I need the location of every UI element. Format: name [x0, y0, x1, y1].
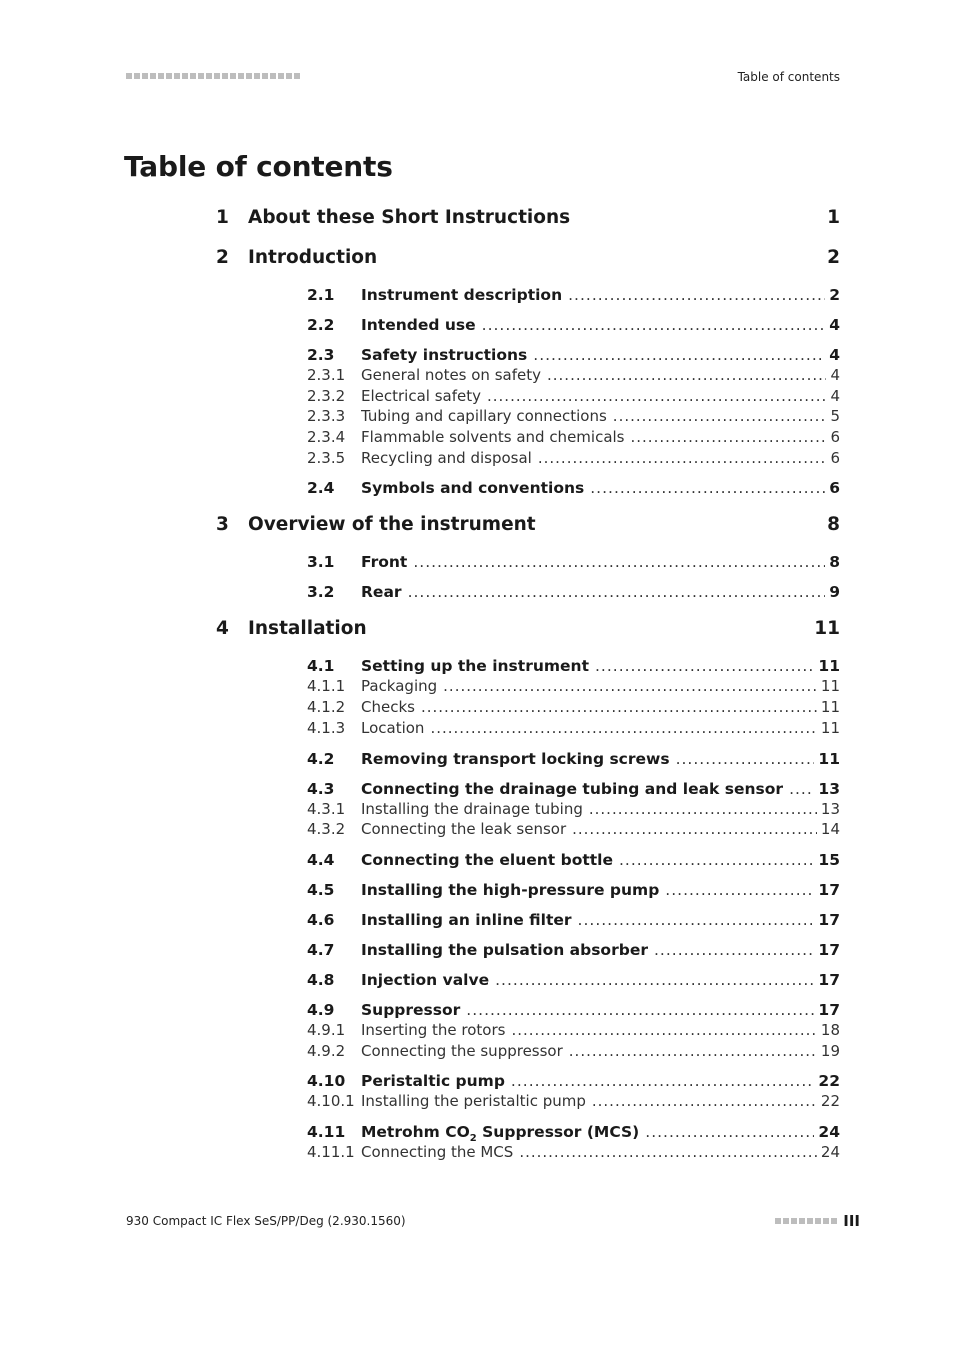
subscript: 2 — [469, 1133, 477, 1145]
section-title-leader — [361, 285, 825, 305]
section-title: Connecting the eluent bottle — [361, 850, 613, 869]
subsection-title-leader — [361, 1142, 817, 1163]
section-number: 3.2 — [307, 583, 335, 602]
toc-subsection[interactable] — [307, 697, 840, 718]
toc-subsection[interactable] — [307, 676, 840, 697]
subsection-number: 2.3.2 — [307, 386, 346, 405]
toc-subsection[interactable] — [307, 448, 840, 469]
subsection-title: Inserting the rotors — [361, 1020, 506, 1039]
section-number: 2.2 — [307, 316, 335, 334]
subsection-page: 19 — [820, 1041, 840, 1060]
dot-leader — [589, 799, 817, 820]
subsection-number: 4.1.3 — [307, 718, 346, 737]
section-page: 8 — [829, 553, 840, 572]
section-title: Setting up the instrument — [361, 657, 589, 676]
toc-subsection[interactable] — [307, 1041, 840, 1062]
section-number: 4.6 — [307, 910, 335, 929]
section-title: Safety instructions — [361, 346, 528, 364]
section-title: Injection valve — [361, 970, 490, 989]
section-title-leader — [361, 345, 825, 365]
subsection-title-leader — [361, 427, 826, 448]
subsection-title-leader — [361, 718, 817, 739]
section-page: 6 — [829, 479, 840, 498]
toc-section[interactable] — [307, 970, 840, 990]
footer-decoration — [775, 1218, 837, 1224]
section-number: 2.3 — [307, 346, 335, 364]
section-number: 4.2 — [307, 749, 335, 768]
section-number: 4.9 — [307, 1000, 335, 1019]
subsection-title-leader — [361, 697, 817, 718]
subsection-title: Tubing and capillary connections — [361, 407, 607, 426]
toc-subsection[interactable] — [307, 386, 840, 407]
section-number: 4.11 — [307, 1122, 346, 1141]
subsection-title: Location — [361, 718, 425, 737]
subsection-number: 2.3.4 — [307, 428, 346, 447]
section-title-leader — [361, 478, 825, 498]
subsection-page: 4 — [830, 366, 840, 384]
subsection-page: 24 — [820, 1142, 840, 1161]
section-title-part: Suppressor (MCS) — [476, 1122, 640, 1141]
subsection-page: 5 — [830, 407, 840, 426]
section-page: 17 — [818, 1000, 840, 1019]
dot-leader — [619, 850, 814, 870]
toc-chapter[interactable] — [216, 245, 840, 285]
subsection-title: Connecting the suppressor — [361, 1041, 563, 1060]
section-title: Instrument description — [361, 286, 563, 304]
subsection-page: 11 — [820, 698, 840, 717]
chapter-page: 2 — [827, 247, 840, 268]
dot-leader — [511, 1071, 815, 1091]
toc-subsection[interactable] — [307, 1020, 840, 1041]
section-title: Intended use — [361, 316, 476, 334]
dot-leader — [547, 365, 826, 386]
section-page: 2 — [829, 286, 840, 304]
footer-document-title: 930 Compact IC Flex SeS/PP/Deg (2.930.1560) — [126, 1214, 406, 1228]
section-title-part: Metrohm CO — [361, 1122, 470, 1141]
chapter-number: 1 — [216, 207, 229, 228]
toc-subsection[interactable] — [307, 427, 840, 448]
section-number: 2.1 — [307, 286, 335, 304]
section-page: 11 — [818, 657, 840, 676]
section-page: 17 — [818, 940, 840, 959]
section-title: Suppressor — [361, 1000, 461, 1019]
toc-chapter[interactable] — [216, 512, 840, 552]
dot-leader — [519, 1142, 817, 1163]
toc-subsection[interactable] — [307, 819, 840, 840]
subsection-title-leader — [361, 1020, 817, 1041]
section-number: 4.8 — [307, 970, 335, 989]
toc-section[interactable] — [307, 315, 840, 335]
dot-leader — [443, 676, 817, 697]
section-page: 17 — [818, 910, 840, 929]
section-title-leader — [361, 779, 814, 799]
toc-section[interactable] — [307, 1000, 840, 1020]
section-page: 15 — [818, 850, 840, 869]
section-title-leader — [361, 552, 825, 572]
section-number: 2.4 — [307, 479, 335, 498]
dot-leader — [676, 749, 815, 769]
subsection-number: 4.3.2 — [307, 820, 346, 839]
toc-subsection[interactable] — [307, 799, 840, 820]
subsection-number: 2.3.1 — [307, 366, 346, 384]
chapter-title: About these Short Instructions — [248, 207, 571, 228]
toc-section[interactable] — [307, 656, 840, 676]
footer-page-marker — [775, 1212, 860, 1230]
toc-section[interactable] — [307, 285, 840, 305]
subsection-title-leader — [361, 365, 826, 386]
dot-leader — [578, 910, 815, 930]
subsection-page: 6 — [830, 428, 840, 447]
subsection-page: 13 — [820, 799, 840, 818]
section-title-leader — [361, 850, 814, 870]
subsection-number: 4.1.1 — [307, 677, 346, 696]
section-title: Installing the high-pressure pump — [361, 880, 660, 899]
running-header-title: Table of contents — [737, 70, 840, 84]
section-title-leader — [361, 880, 814, 900]
dot-leader — [533, 345, 825, 365]
dot-leader — [421, 697, 817, 718]
toc-section[interactable] — [307, 1071, 840, 1091]
subsection-number: 4.9.1 — [307, 1020, 346, 1039]
subsection-page: 4 — [830, 386, 840, 405]
section-number: 4.3 — [307, 779, 335, 798]
section-title: Connecting the drainage tubing and leak sensor — [361, 779, 784, 798]
toc-section[interactable] — [307, 582, 840, 602]
section-title-leader — [361, 1071, 814, 1091]
dot-leader — [654, 940, 814, 960]
page-title: Table of contents — [124, 150, 393, 183]
dot-leader — [482, 315, 826, 335]
toc-section[interactable] — [307, 478, 840, 498]
section-number: 4.5 — [307, 880, 335, 899]
dot-leader — [430, 718, 816, 739]
chapter-spacer — [216, 1163, 840, 1177]
subsection-number: 4.9.2 — [307, 1041, 346, 1060]
toc-section[interactable] — [307, 779, 840, 799]
subsection-title-leader — [361, 448, 826, 469]
subsection-number: 4.1.2 — [307, 698, 346, 717]
subsection-title-leader — [361, 1091, 817, 1112]
section-number: 3.1 — [307, 553, 335, 572]
chapter-title: Overview of the instrument — [248, 514, 536, 536]
section-page: 13 — [818, 779, 840, 798]
subsection-title: Connecting the leak sensor — [361, 820, 567, 839]
section-page: 4 — [829, 346, 840, 364]
subsection-page: 18 — [820, 1020, 840, 1039]
section-title: Removing transport locking screws — [361, 749, 670, 768]
toc-subsection[interactable] — [307, 406, 840, 427]
dot-leader — [645, 1122, 814, 1142]
section-number: 4.10 — [307, 1072, 346, 1091]
chapter-page: 8 — [827, 514, 840, 536]
dot-leader — [590, 478, 825, 498]
toc-subsection[interactable] — [307, 1142, 840, 1163]
subsection-title: Connecting the MCS — [361, 1142, 514, 1161]
dot-leader — [487, 386, 826, 407]
section-number: 4.7 — [307, 940, 335, 959]
toc-section[interactable] — [307, 1122, 840, 1145]
toc-section[interactable] — [307, 552, 840, 572]
subsection-title: Packaging — [361, 677, 438, 696]
subsection-title: Flammable solvents and chemicals — [361, 428, 625, 447]
subsection-title: Checks — [361, 698, 415, 717]
chapter-title: Installation — [248, 618, 367, 640]
section-title-leader — [361, 582, 825, 602]
subsection-page: 6 — [830, 448, 840, 467]
chapter-number: 2 — [216, 247, 229, 268]
section-title-leader — [361, 1000, 814, 1020]
section-title: Symbols and conventions — [361, 479, 585, 498]
section-page: 17 — [818, 970, 840, 989]
subsection-title-leader — [361, 676, 817, 697]
section-page: 17 — [818, 880, 840, 899]
dot-leader — [466, 1000, 814, 1020]
dot-leader — [592, 1091, 817, 1112]
dot-leader — [569, 1041, 817, 1062]
section-title-leader — [361, 656, 814, 676]
subsection-number: 4.10.1 — [307, 1092, 355, 1111]
toc-section[interactable] — [307, 749, 840, 769]
section-title: Peristaltic pump — [361, 1072, 505, 1091]
toc-section[interactable] — [307, 345, 840, 365]
section-title-leader — [361, 910, 814, 930]
chapter-spacer — [216, 602, 840, 616]
dot-leader — [568, 285, 825, 305]
toc-section[interactable] — [307, 910, 840, 930]
section-title-leader — [361, 970, 814, 990]
subsection-title: General notes on safety — [361, 366, 541, 384]
section-page: 22 — [818, 1072, 840, 1091]
subsection-title-leader — [361, 819, 817, 840]
table-of-contents — [216, 205, 840, 1177]
subsection-title: Installing the peristaltic pump — [361, 1092, 586, 1111]
subsection-title: Recycling and disposal — [361, 448, 532, 467]
header-decoration — [126, 73, 300, 79]
toc-subsection[interactable] — [307, 365, 840, 386]
subsection-title: Electrical safety — [361, 386, 481, 405]
section-title-leader — [361, 940, 814, 960]
section-title: Installing the pulsation absorber — [361, 940, 648, 959]
subsection-title: Installing the drainage tubing — [361, 799, 583, 818]
section-title: Rear — [361, 583, 402, 602]
toc-subsection[interactable] — [307, 718, 840, 739]
dot-leader — [631, 427, 827, 448]
chapter-number: 3 — [216, 514, 229, 536]
chapter-spacer — [216, 498, 840, 512]
section-page: 9 — [829, 583, 840, 602]
dot-leader — [413, 552, 825, 572]
section-page: 11 — [818, 749, 840, 768]
subsection-title-leader — [361, 799, 817, 820]
subsection-title-leader — [361, 386, 826, 407]
section-page: 4 — [829, 316, 840, 334]
toc-chapter[interactable] — [216, 616, 840, 656]
chapter-page: 1 — [827, 207, 840, 228]
subsection-number: 4.11.1 — [307, 1142, 355, 1161]
dot-leader — [595, 656, 814, 676]
section-title-leader — [361, 749, 814, 769]
dot-leader — [538, 448, 827, 469]
section-title-leader — [361, 315, 825, 335]
dot-leader — [665, 880, 814, 900]
subsection-number: 2.3.5 — [307, 448, 346, 467]
subsection-page: 14 — [820, 820, 840, 839]
chapter-page: 11 — [814, 618, 840, 640]
dot-leader — [511, 1020, 816, 1041]
section-number: 4.1 — [307, 657, 335, 676]
chapter-title: Introduction — [248, 247, 378, 268]
dot-leader — [495, 970, 814, 990]
subsection-title-leader — [361, 406, 826, 427]
toc-section[interactable] — [307, 880, 840, 900]
dot-leader — [408, 582, 826, 602]
subsection-number: 4.3.1 — [307, 799, 346, 818]
toc-section[interactable] — [307, 850, 840, 870]
toc-chapter[interactable] — [216, 205, 840, 245]
subsection-page: 22 — [820, 1092, 840, 1111]
dot-leader — [572, 819, 817, 840]
toc-section[interactable] — [307, 940, 840, 960]
chapter-number: 4 — [216, 618, 229, 640]
page-number: III — [843, 1212, 860, 1230]
toc-subsection[interactable] — [307, 1091, 840, 1112]
section-title: Front — [361, 553, 408, 572]
section-number: 4.4 — [307, 850, 335, 869]
subsection-page: 11 — [820, 677, 840, 696]
subsection-page: 11 — [820, 718, 840, 737]
subsection-number: 2.3.3 — [307, 407, 346, 426]
section-title: Installing an inline filter — [361, 910, 572, 929]
dot-leader — [789, 779, 814, 799]
subsection-title-leader — [361, 1041, 817, 1062]
dot-leader — [613, 406, 827, 427]
section-page: 24 — [818, 1122, 840, 1141]
